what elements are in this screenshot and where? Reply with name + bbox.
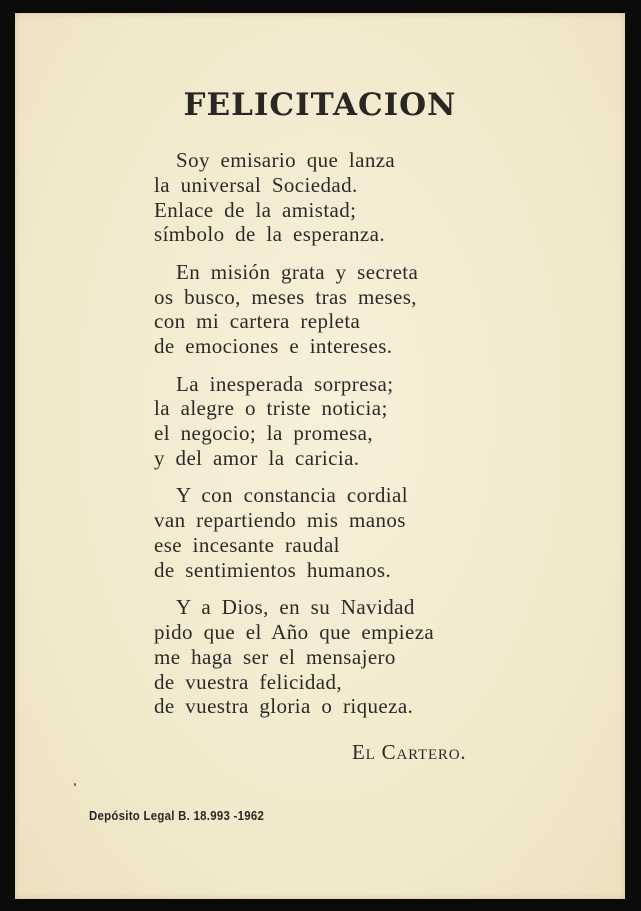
poem-line: Y con constancia cordial [176, 483, 408, 508]
poem-line: la universal Sociedad. [154, 172, 358, 197]
poem-line: de vuestra felicidad, [154, 669, 343, 694]
poem-line: con mi cartera repleta [154, 309, 361, 334]
poem-line: pido que el Año que empieza [154, 619, 435, 644]
paper-speck [74, 783, 76, 786]
poem-line: En misión grata y secreta [176, 259, 419, 284]
stanza-4 [154, 483, 534, 582]
poem-line: van repartiendo mis manos [154, 508, 406, 533]
poem-line: de emociones e intereses. [154, 334, 393, 359]
poem-line: Enlace de la amistad; [154, 197, 357, 222]
poem-line: símbolo de la esperanza. [154, 222, 386, 247]
stanza-3 [154, 372, 534, 471]
poem-line: La inesperada sorpresa; [176, 371, 394, 396]
poem-line: de vuestra gloria o riqueza. [154, 694, 414, 719]
signature: El Cartero. [352, 740, 467, 764]
stanza-5 [154, 595, 534, 719]
poem-line: Y a Dios, en su Navidad [176, 595, 415, 620]
poem-line: de sentimientos humanos. [154, 557, 392, 582]
stanza-2 [154, 260, 534, 359]
poem-line: Soy emisario que lanza [176, 148, 396, 172]
poem-line: ese incesante raudal [154, 532, 340, 557]
stanza-1 [154, 148, 534, 247]
poem-line: la alegre o triste noticia; [154, 396, 388, 421]
poem-line: y del amor la caricia. [154, 445, 360, 470]
poem-line: os busco, meses tras meses, [154, 284, 417, 309]
poem-line: me haga ser el mensajero [154, 644, 396, 669]
card-title: FELICITACION [183, 87, 457, 123]
poem [154, 148, 534, 732]
legal-deposit-notice: Depósito Legal B. 18.993 -1962 [89, 808, 265, 823]
greeting-card [15, 13, 625, 899]
poem-line: el negocio; la promesa, [154, 421, 373, 446]
